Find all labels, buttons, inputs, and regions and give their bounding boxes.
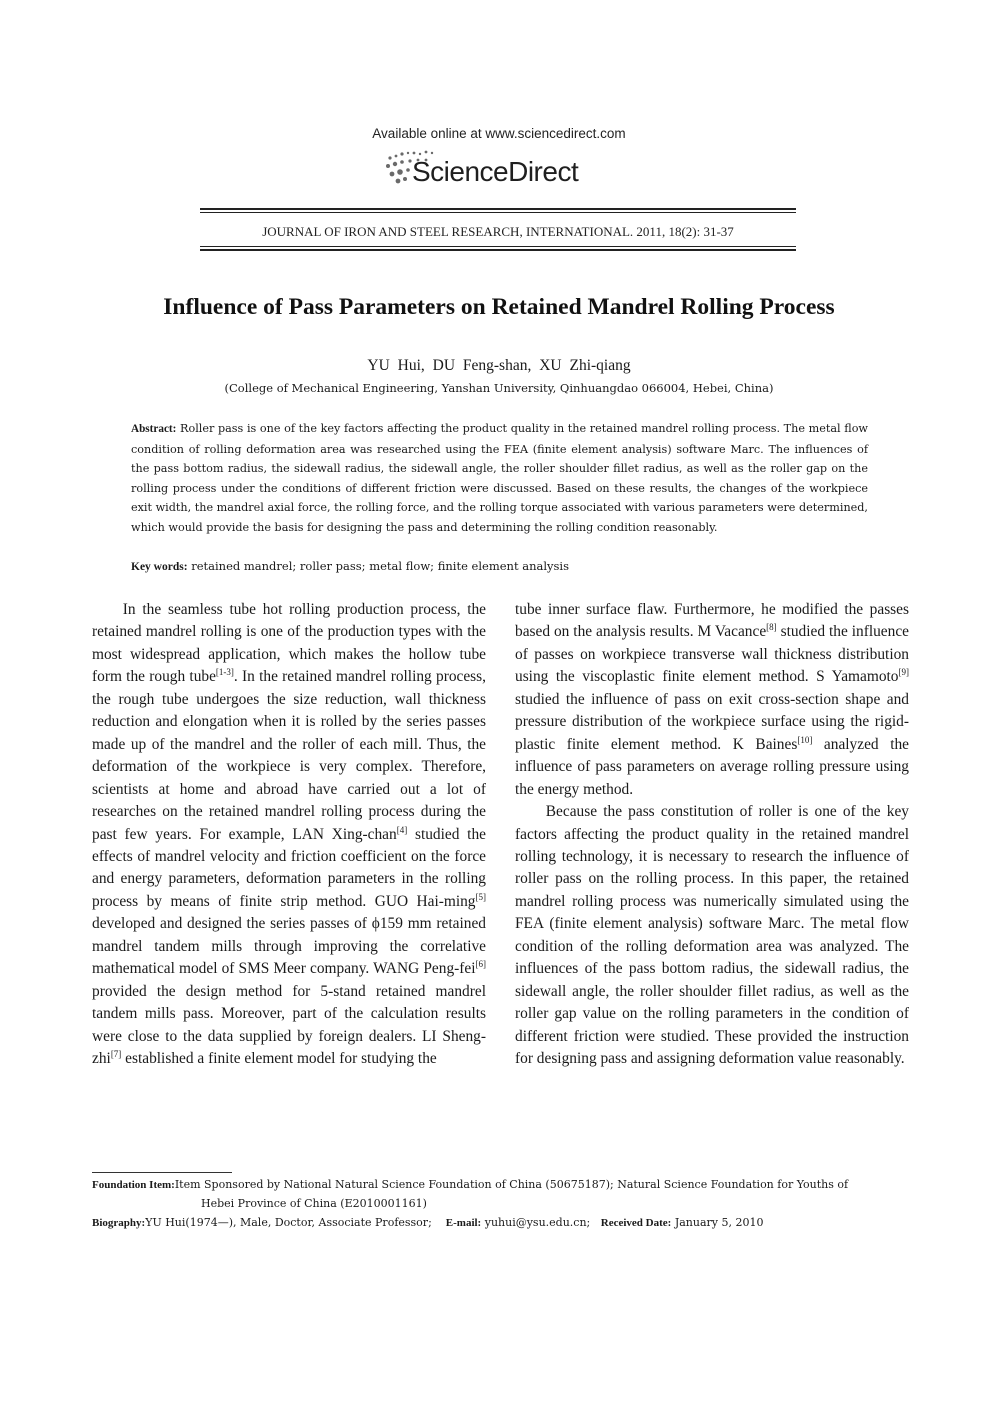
sciencedirect-wordmark: ScienceDirect <box>412 156 579 187</box>
text-run: developed and designed the series passes of ϕ159 mm retained mandrel tandem mills through improving the correlative mathematical model of SMS Meer company. WANG Peng-fei <box>92 915 486 978</box>
text-run: studied the effects of mandrel velocity and friction coefficient on the force and energy parameters, deformation parameters in the rolling process by means of finite strip method. GUO Hai-ming <box>92 825 486 910</box>
author-list: YU Hui, DU Feng-shan, XU Zhi-qiang <box>367 357 631 374</box>
citation: [4] <box>396 824 408 835</box>
header-rule-top-thin <box>200 212 796 213</box>
abstract-label: Abstract: <box>131 423 177 435</box>
text-run: provided the design method for 5-stand retained mandrel tandem mills pass. Moreover, part of the calculation results were close to the data supplied by foreign dealers. LI Sheng-zhi <box>92 982 486 1068</box>
body-paragraph <box>92 599 486 1071</box>
citation: [9] <box>898 667 909 678</box>
availability-line: Available online at www.sciencedirect.com <box>372 126 626 141</box>
citation: [1-3] <box>215 667 234 678</box>
footnote-label: Foundation Item: <box>92 1179 175 1191</box>
footnote-foundation-cont: Hebei Province of China (E2010001161) <box>201 1197 427 1210</box>
text-run: studied the influence of pass on exit cross-section shape and pressure distribution of the workpiece surface using the rigid-plastic finite element method. K Baines <box>515 690 909 753</box>
author-affiliation: (College of Mechanical Engineering, Yanshan University, Qinhuangdao 066004, Hebei, China) <box>224 381 774 395</box>
email-label: E-mail: <box>445 1217 482 1229</box>
text-run: analyzed the influence of pass parameters on average rolling pressure using the energy method. <box>515 735 909 798</box>
header-rule-bottom-thin <box>200 246 796 247</box>
footnote-label: Biography: <box>92 1217 146 1229</box>
text-run: . In the retained mandrel rolling process, the rough tube undergoes the size reduction, wall thickness reduction and elongation when it is rolled by the series passes made up of the mandrel and the roller of each mill. Thus, the deformation of the workpiece is very complex. Therefore, scientists at home and abroad have carried out a lot of researches on the retained mandrel rolling process during the past few years. For example, LAN Xing-chan <box>92 668 486 843</box>
text-run: established a finite element model for studying the <box>121 1050 437 1068</box>
citation: [8] <box>766 622 777 633</box>
email-address: yuhui@ysu.edu.cn; <box>484 1216 591 1229</box>
text-run: studied the influence of passes on workpiece transverse wall thickness distribution using the viscoplastic finite element method. S Yamamoto <box>515 623 909 686</box>
citation: [5] <box>475 891 486 902</box>
received-label: Received Date: <box>600 1217 672 1229</box>
body-column-right <box>515 599 909 1071</box>
footnote-text: YU Hui(1974—), Male, Doctor, Associate Professor; <box>145 1216 432 1229</box>
footnote-foundation <box>92 1178 892 1191</box>
footnote-biography <box>92 1216 912 1229</box>
header-rule-top <box>200 208 796 210</box>
header-rule-bottom <box>200 249 796 251</box>
citation: [10] <box>797 734 813 745</box>
citation: [7] <box>110 1048 122 1059</box>
footnote-text: Item Sponsored by National Natural Science Foundation of China (50675187); Natural Science Foundation for Youths of <box>174 1178 849 1191</box>
citation: [6] <box>475 959 486 970</box>
body-paragraph: Because the pass constitution of roller is one of the key factors affecting the product quality in the retained mandrel rolling technology, it is necessary to research the influence of roller pass on the rolling process. In this paper, the retained mandrel rolling process was numerically simulated using the FEA (finite element analysis) software Marc. The metal flow condition of the rolling deformation area was analyzed. The influences of the pass bottom radius, the sidewall radius, the sidewall angle, the roller shoulder fillet radius, as well as the roller gap value on the rolling parameters in the condition of different friction were studied. These provided the instruction for designing pass and assigning deformation value reasonably. <box>515 803 909 1068</box>
keywords <box>131 559 868 573</box>
footnote-rule <box>92 1172 232 1173</box>
keywords-text: retained mandrel; roller pass; metal flow; finite element analysis <box>191 559 570 573</box>
text-run: In the seamless tube hot rolling production process, the retained mandrel rolling is one of the production types with the most widespread application, which makes the hollow tube form the rough tube <box>92 601 486 686</box>
received-date: January 5, 2010 <box>674 1216 764 1229</box>
journal-citation: JOURNAL OF IRON AND STEEL RESEARCH, INTERNATIONAL. 2011, 18(2): 31-37 <box>262 224 734 239</box>
article-title: Influence of Pass Parameters on Retained Mandrel Rolling Process <box>163 294 835 320</box>
abstract-text: Roller pass is one of the key factors affecting the product quality in the retained mandrel rolling process. The metal flow condition of rolling deformation area was researched using the FEA (finite element analysis) software Marc. The influences of the pass bottom radius, the sidewall radius, the sidewall angle, the roller shoulder fillet radius, as well as the roller gap on the rolling process under the conditions of different friction were discussed. Based on these results, the changes of the workpiece exit width, the mandrel axial force, the rolling force, and the rolling torque associated with various parameters were determined, which would provide the basis for designing the pass and determining the rolling condition reasonably. <box>131 422 869 534</box>
keywords-label: Key words: <box>131 561 188 573</box>
body-column-left <box>92 599 486 1071</box>
body-paragraph <box>515 599 909 801</box>
text-run: tube inner surface flaw. Furthermore, he modified the passes based on the analysis results. M Vacance <box>515 601 909 641</box>
abstract <box>131 419 868 538</box>
